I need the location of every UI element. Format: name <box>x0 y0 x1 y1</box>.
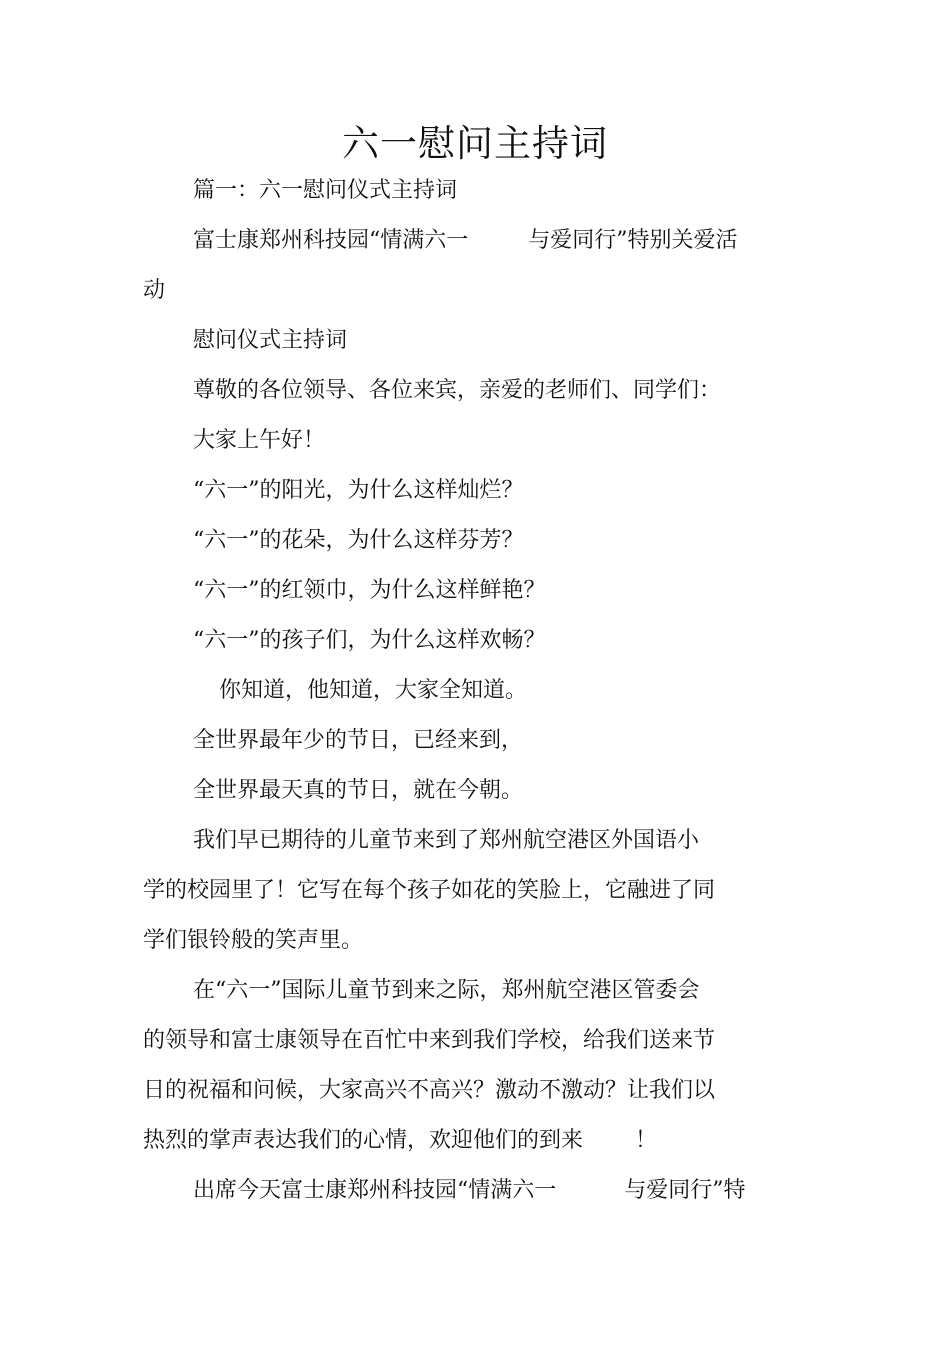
paragraph-line: “六一”的阳光，为什么这样灿烂？ <box>193 478 524 503</box>
paragraph-line: 尊敬的各位领导、各位来宾，亲爱的老师们、同学们： <box>193 378 722 403</box>
paragraph-line: 动 <box>143 278 166 303</box>
paragraph-line: 的领导和富士康领导在百忙中来到我们学校，给我们送来节 <box>143 1028 716 1053</box>
paragraph-line: 学们银铃般的笑声里。 <box>143 928 364 953</box>
document-title: 六一慰问主持词 <box>342 122 608 165</box>
paragraph-line: 在“六一”国际儿童节到来之际，郑州航空港区管委会 <box>193 978 700 1003</box>
text-segment: 出席今天富士康郑州科技园“情满六一 <box>193 1178 557 1203</box>
paragraph-line: 大家上午好！ <box>193 428 326 453</box>
text-segment: 与爱同行”特别关爱活 <box>528 228 738 253</box>
paragraph-line: 我们早已期待的儿童节来到了郑州航空港区外国语小 <box>193 828 700 853</box>
paragraph-line: 全世界最天真的节日，就在今朝。 <box>193 778 524 803</box>
paragraph-line: 全世界最年少的节日，已经来到， <box>193 728 524 753</box>
text-segment: 富士康郑州科技园“情满六一 <box>193 228 469 253</box>
paragraph-line: “六一”的红领巾，为什么这样鲜艳？ <box>193 578 546 603</box>
section-heading: 篇一：六一慰问仪式主持词 <box>193 178 458 203</box>
paragraph-line <box>143 1126 657 1156</box>
paragraph-line: “六一”的孩子们，为什么这样欢畅？ <box>193 628 546 653</box>
paragraph-line: 你知道，他知道，大家全知道。 <box>219 678 528 703</box>
paragraph-line: 学的校园里了！它写在每个孩子如花的笑脸上，它融进了同 <box>143 878 716 903</box>
text-segment: 与爱同行”特 <box>624 1178 746 1203</box>
paragraph-line: 日的祝福和问候，大家高兴不高兴？激动不激动？让我们以 <box>143 1078 716 1103</box>
paragraph-line <box>193 1176 746 1206</box>
paragraph-line: “六一”的花朵，为什么这样芬芳？ <box>193 528 524 553</box>
paragraph-line <box>193 226 738 256</box>
text-segment: ！ <box>635 1128 658 1153</box>
text-segment: 热烈的掌声表达我们的心情，欢迎他们的到来 <box>143 1128 584 1153</box>
paragraph-line: 慰问仪式主持词 <box>193 328 348 353</box>
